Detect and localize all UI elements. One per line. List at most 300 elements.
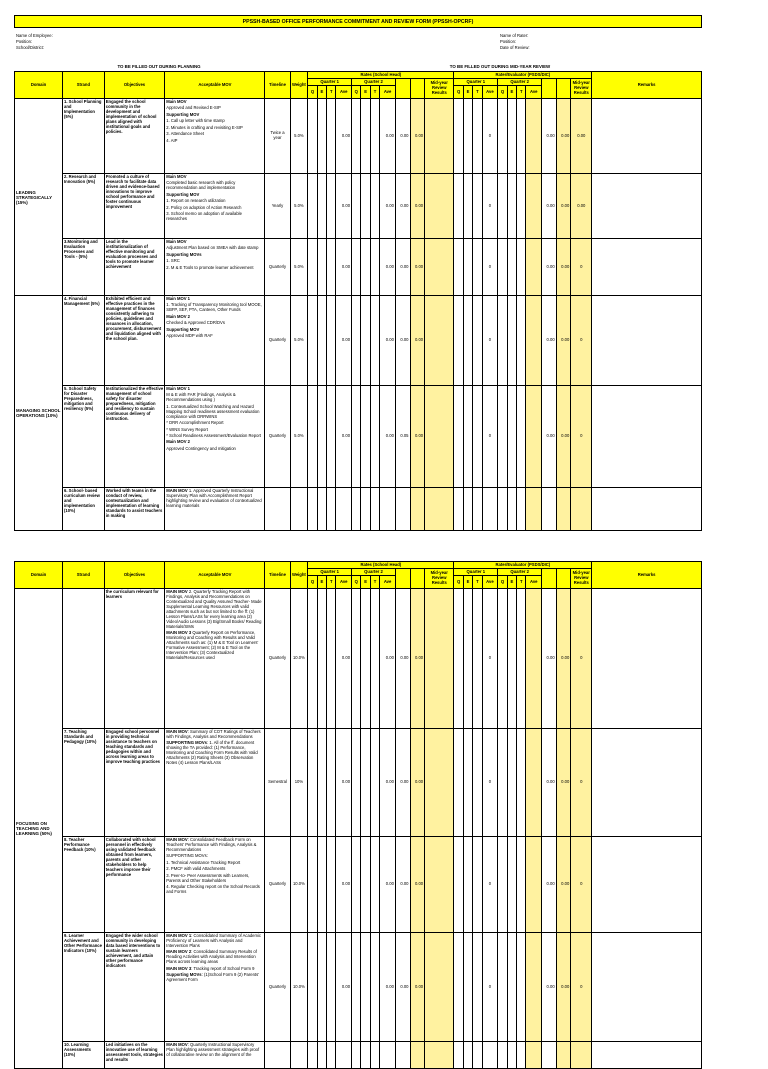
ave-header: Ave <box>336 86 352 99</box>
rating-input-cell <box>361 488 370 531</box>
rater-input-cell <box>473 837 482 933</box>
rater-midyear-results-cell: 0 <box>571 239 592 296</box>
midyear-results-cell <box>425 933 454 1042</box>
midyear-results-cell <box>425 837 454 933</box>
weight-header: Weight <box>290 562 308 589</box>
rater-midyear-results-cell: 0.00 <box>571 99 592 174</box>
rating-input-cell <box>361 174 370 239</box>
quarter-2-average-cell: 0.00 <box>380 174 396 239</box>
rater-quarter-1-average-cell: 0 <box>482 933 498 1042</box>
mov-line-text: 2. Policy on adoption of Action Research <box>166 204 242 210</box>
quarter-1-average-cell: 0.00 <box>336 386 352 488</box>
mov-line-text: 2. Minutes in crafting and revisiting E-SIP <box>166 124 243 130</box>
mov-line-heading: MAIN MOV 1 <box>166 932 192 938</box>
remarks-cell <box>592 174 702 239</box>
mov-line-text: 1. Report on research utilization <box>166 198 226 204</box>
acceptable-mov-cell <box>165 837 265 933</box>
mov-line-text: M & E with FAR (Findings, Analysis & Recommendations using ) <box>166 392 236 403</box>
acceptable-mov-cell <box>165 488 265 531</box>
rater-input-cell <box>463 99 472 174</box>
rater-score-value-cell: 0.00 <box>556 729 571 837</box>
table-row <box>15 488 702 531</box>
mov-line <box>166 139 263 144</box>
t-header: T <box>327 576 336 589</box>
mov-line-heading: Main MOV 2 <box>166 313 191 319</box>
rater-input-cell <box>454 1042 463 1069</box>
spacer-cell <box>395 569 410 589</box>
rating-input-cell <box>317 99 326 174</box>
mov-line <box>166 631 263 661</box>
rater-score-cell: 0.00 <box>542 174 557 239</box>
rater-quarter-1-average-cell <box>482 488 498 531</box>
objective-cell: Engaged school personnel in providing technical assistance to teachers on teaching standards and pedagogies within and across learning areas to improve teaching practices <box>104 729 165 837</box>
mov-line <box>166 434 263 439</box>
rater-midyear-results-cell: 0 <box>571 589 592 729</box>
mov-line-text: Completed basic research with policy recommendation and implementation <box>166 180 236 191</box>
rater-score-value-cell: 0.00 <box>556 239 571 296</box>
mov-line <box>166 106 263 111</box>
rater-input-cell <box>473 386 482 488</box>
mov-line-heading: SUPPORTING MOVs <box>166 740 207 746</box>
acceptable-mov-cell <box>165 1042 265 1069</box>
strand-cell: 3.Monitoring and Evaluation Processes and Tools - (5%) <box>63 239 105 296</box>
midyear-results-cell <box>425 729 454 837</box>
quarter-2-average-cell: 0.00 <box>380 837 396 933</box>
rater-score-value-cell: 0.00 <box>556 933 571 1042</box>
rater-input-cell <box>498 239 507 296</box>
mov-line <box>166 1043 263 1058</box>
midyear-value-cell: 0.00 <box>410 729 425 837</box>
quarter-1-average-cell <box>336 488 352 531</box>
rater-quarter-1-average-cell: 0 <box>482 729 498 837</box>
rater-input-cell <box>454 729 463 837</box>
rater-midyear-results-cell: 0.00 <box>571 174 592 239</box>
timeline-cell: Quarterly <box>265 933 290 1042</box>
quarter-2-header: Quarter 2 <box>352 79 396 86</box>
quarter-2-average-cell: 0.00 <box>380 239 396 296</box>
rating-input-cell <box>317 174 326 239</box>
midyear-results-header: Mid-year Review Results <box>425 79 454 99</box>
midyear-results-header: Mid-year Review Results <box>425 569 454 589</box>
mov-line-text: : Consolidated Summary of Academic Proficiency of Learners with Analysis and Intervention Plans <box>166 932 262 948</box>
rating-input-cell <box>327 488 336 531</box>
employee-info-block <box>16 33 53 52</box>
mov-line <box>166 874 263 884</box>
table-1-header <box>15 72 702 99</box>
midyear-results-cell <box>425 296 454 386</box>
mov-line <box>166 489 263 509</box>
remarks-cell <box>592 488 702 531</box>
q-header: Q <box>352 576 361 589</box>
midyear-value-cell: 0.00 <box>410 239 425 296</box>
rating-input-cell <box>361 99 370 174</box>
ave-header: Ave <box>482 86 498 99</box>
weight-cell: 5.0% <box>290 296 308 386</box>
midyear-value-cell: 0.00 <box>410 933 425 1042</box>
rater-evaluator-header: Rater/Evaluator (PSDS/DIC) <box>454 562 592 569</box>
mov-line-text: * DRR Accomplishment Report <box>166 420 224 426</box>
rater-input-cell <box>517 933 526 1042</box>
quarter-2-average-cell: 0.00 <box>380 296 396 386</box>
objective-cell: Institutionalized the effective management of school safety for disaster preparedness, mitigation and resiliency to sustain continuous delivery of instruction. <box>104 386 165 488</box>
mov-line-heading: MAIN MOV <box>166 836 188 842</box>
rater-score-cell: 0.00 <box>542 933 557 1042</box>
t-header: T <box>473 86 482 99</box>
rating-input-cell <box>361 933 370 1042</box>
mov-line-text: Quarterly Report on Performance, Monitoring and Coaching with Results and Valid Attachments such as: (1) M & E Tool on Learners' Formative Assessment; (2) M & E Tool on the Intervention Plan; (3) Contextualized Materials/Resources used <box>166 630 259 660</box>
mov-line <box>166 266 263 271</box>
rater-quarter-1-average-cell: 0 <box>482 99 498 174</box>
mov-line <box>166 590 263 630</box>
rater-input-cell <box>517 239 526 296</box>
rater-score-cell: 0.00 <box>542 386 557 488</box>
rater-midyear-results-cell: 0 <box>571 933 592 1042</box>
rater-midyear-results-header: Mid-year Review Results <box>571 569 592 589</box>
rating-input-cell <box>361 1042 370 1069</box>
rating-input-cell <box>370 589 379 729</box>
mov-line <box>166 730 263 740</box>
objectives-header: Objectives <box>104 72 165 99</box>
rater-input-cell <box>517 488 526 531</box>
e-header: E <box>361 576 370 589</box>
midyear-results-cell <box>425 386 454 488</box>
quarter-2-average-cell: 0.00 <box>380 589 396 729</box>
strand-cell: 10. Learning Assessments (10%) <box>63 1042 105 1069</box>
quarter-1-average-cell: 0.00 <box>336 729 352 837</box>
mov-line-text: 1. Approved Quarterly Instructional Supervisory Plan with Accomplishment Report highlighting review and evaluation of contextualized learning materials <box>166 487 262 508</box>
rating-input-cell <box>370 386 379 488</box>
rating-input-cell <box>327 729 336 837</box>
mov-line <box>166 328 263 333</box>
quarter-1-average-cell: 0.00 <box>336 239 352 296</box>
remarks-header: Remarks <box>592 562 702 589</box>
mov-line <box>166 861 263 866</box>
table-2-header <box>15 562 702 589</box>
t-header: T <box>473 576 482 589</box>
rating-input-cell <box>317 837 326 933</box>
midyear-results-cell <box>425 174 454 239</box>
rater-score-cell: 0.00 <box>542 239 557 296</box>
weight-cell <box>290 488 308 531</box>
planning-banner: TO BE FILLED OUT DURING PLANNING <box>117 64 201 69</box>
rater-quarter-2-average-cell <box>526 589 542 729</box>
rater-input-cell <box>517 837 526 933</box>
rating-input-cell <box>352 1042 361 1069</box>
rating-input-cell <box>327 386 336 488</box>
quarter-2-header: Quarter 2 <box>352 569 396 576</box>
mov-line <box>166 440 263 445</box>
rating-input-cell <box>361 589 370 729</box>
mov-line <box>166 119 263 124</box>
rating-input-cell <box>352 729 361 837</box>
mov-line <box>166 175 263 180</box>
e-header: E <box>317 86 326 99</box>
mov-line <box>166 838 263 853</box>
mov-line-text: : Consolidated Feedback Form on Teachers' Performance with Findings, Analysis & Recommendations <box>166 836 257 852</box>
acceptable-mov-cell <box>165 296 265 386</box>
rating-input-cell <box>361 386 370 488</box>
rater-quarter-1-average-cell <box>482 1042 498 1069</box>
rater-position-label: Position: <box>500 39 517 45</box>
remarks-cell <box>592 933 702 1042</box>
rater-input-cell <box>463 386 472 488</box>
q-header: Q <box>308 86 317 99</box>
rater-input-cell <box>454 589 463 729</box>
rater-score-value-cell: 0.00 <box>556 386 571 488</box>
timeline-cell: Semestral <box>265 729 290 837</box>
rater-input-cell <box>454 933 463 1042</box>
ave-header: Ave <box>380 86 396 99</box>
mov-line-heading: Supporting MOV <box>166 111 200 117</box>
mov-line-heading: Main MOV <box>166 98 187 104</box>
mov-line-text: 4. Regular Checking report on the School Records and Forms <box>166 884 260 894</box>
table-row <box>15 386 702 488</box>
position-label: Position: <box>16 39 33 45</box>
rating-input-cell <box>308 1042 317 1069</box>
domain-header: Domain <box>15 562 63 589</box>
objective-cell: Promoted a culture of research to facilitate data driven and evidence-based innovations to improve school performance and foster continuous improvement <box>104 174 165 239</box>
rater-quarter-2-average-cell <box>526 296 542 386</box>
score-cell <box>395 1042 410 1069</box>
midyear-results-cell <box>425 239 454 296</box>
rater-input-cell <box>473 239 482 296</box>
score-cell: 0.00 <box>395 837 410 933</box>
quarter-1-average-cell: 0.00 <box>336 99 352 174</box>
q-header: Q <box>308 576 317 589</box>
objective-cell: Worked with teams in the conduct of review, contextualization and implementation of learning standards to assist teachers in making <box>104 488 165 531</box>
rater-input-cell <box>463 729 472 837</box>
rater-input-cell <box>507 837 516 933</box>
mov-line-heading: Supporting MOV <box>166 326 200 332</box>
rater-input-cell <box>454 99 463 174</box>
mov-line <box>166 100 263 105</box>
table-row <box>15 729 702 837</box>
remarks-cell <box>592 589 702 729</box>
rating-input-cell <box>308 239 317 296</box>
timeline-cell <box>265 488 290 531</box>
timeline-cell: Quarterly <box>265 386 290 488</box>
rater-input-cell <box>498 174 507 239</box>
rater-input-cell <box>517 296 526 386</box>
mov-line <box>166 885 263 895</box>
objectives-header: Objectives <box>104 562 165 589</box>
t-header: T <box>327 86 336 99</box>
rater-input-cell <box>454 239 463 296</box>
rater-input-cell <box>463 1042 472 1069</box>
rater-quarter-2-average-cell <box>526 933 542 1042</box>
table-row <box>15 174 702 239</box>
mov-line <box>166 854 263 859</box>
strand-cell: 4. Financial Management (5%) <box>63 296 105 386</box>
midyear-results-cell <box>425 1042 454 1069</box>
rater-input-cell <box>507 296 516 386</box>
rater-input-cell <box>463 837 472 933</box>
mov-line-text: 3. Attendance Sheet <box>166 131 204 137</box>
midyear-banner: TO BE FILLED OUT DURING MID-YEAR REVIEW <box>449 64 551 69</box>
t-header: T <box>517 86 526 99</box>
quarter-1-average-cell: 0.00 <box>336 837 352 933</box>
quarter-2-average-cell: 0.00 <box>380 933 396 1042</box>
opcrf-table-2 <box>14 561 702 1069</box>
rating-input-cell <box>352 296 361 386</box>
mov-line-text: : Quarterly Instructional Supervisory Plan highlighting assessment strategies with proof of collaborative review on the alignment of the <box>166 1041 260 1057</box>
rater-input-cell <box>498 296 507 386</box>
mov-line-text: * WINS Survey Report <box>166 426 208 432</box>
table-row <box>15 933 702 1042</box>
mov-line-text: 2. PMCF with valid Attachments <box>166 866 226 872</box>
rater-input-cell <box>473 174 482 239</box>
mov-line <box>166 405 263 420</box>
rater-input-cell <box>507 239 516 296</box>
mov-line-heading: Main MOV 2 <box>166 439 191 445</box>
rater-quarter-1-average-cell: 0 <box>482 589 498 729</box>
rater-input-cell <box>517 729 526 837</box>
rating-input-cell <box>352 589 361 729</box>
rater-score-value-cell: 0.00 <box>556 589 571 729</box>
remarks-cell <box>592 1042 702 1069</box>
mov-line-heading: MAIN MOV 3 <box>166 965 192 971</box>
rating-input-cell <box>361 296 370 386</box>
rater-input-cell <box>473 729 482 837</box>
mov-line-heading: MAIN MOV <box>166 1041 188 1047</box>
remarks-cell <box>592 296 702 386</box>
rater-input-cell <box>463 296 472 386</box>
mov-line <box>166 867 263 872</box>
mov-line-heading: MAIN MOV 2 <box>166 949 192 955</box>
strand-header: Strand <box>63 72 105 99</box>
rater-input-cell <box>517 174 526 239</box>
rater-input-cell <box>463 239 472 296</box>
table-row <box>15 239 702 296</box>
strand-cell: 5. School Safety for Disaster Preparedness, mitigation and resiliency (5%) <box>63 386 105 488</box>
midyear-value-cell: 0.00 <box>410 837 425 933</box>
objective-cell: Collaborated with school personnel in effectively using validated feedback obtained from learners, parents and other stakeholders to help teachers improve their performance <box>104 837 165 933</box>
e-header: E <box>507 86 516 99</box>
remarks-cell <box>592 99 702 174</box>
rating-input-cell <box>308 729 317 837</box>
t-header: T <box>370 86 379 99</box>
rater-score-value-cell: 0.00 <box>556 837 571 933</box>
rater-input-cell <box>473 99 482 174</box>
remarks-cell <box>592 729 702 837</box>
midyear-results-cell <box>425 488 454 531</box>
t-header: T <box>517 576 526 589</box>
spacer-cell <box>542 79 557 99</box>
score-cell: 0.00 <box>395 296 410 386</box>
q-header: Q <box>454 86 463 99</box>
mov-line <box>166 193 263 198</box>
rating-input-cell <box>370 729 379 837</box>
score-cell: 0.00 <box>395 239 410 296</box>
mov-line <box>166 246 263 251</box>
rating-input-cell <box>327 296 336 386</box>
mov-line-text: 4. AIP <box>166 137 178 143</box>
midyear-results-cell <box>425 99 454 174</box>
rater-quarter-1-average-cell: 0 <box>482 174 498 239</box>
form-title: PPSSH-BASED OFFICE PERFORMANCE COMMITMENT AND REVIEW FORM (PPSSH-OPCRF) <box>14 15 702 28</box>
quarter-1-header: Quarter 1 <box>308 569 352 576</box>
q-header: Q <box>498 576 507 589</box>
q-header: Q <box>498 86 507 99</box>
rating-input-cell <box>327 239 336 296</box>
timeline-cell: Quarterly <box>265 837 290 933</box>
rater-quarter-2-average-cell <box>526 837 542 933</box>
score-cell: 0.05 <box>395 386 410 488</box>
q-header: Q <box>454 576 463 589</box>
weight-header: Weight <box>290 72 308 99</box>
mov-line <box>166 297 263 302</box>
rating-input-cell <box>317 589 326 729</box>
rater-input-cell <box>507 488 516 531</box>
mov-header: Acceptable MOV <box>165 562 265 589</box>
quarter-2-average-cell: 0.00 <box>380 729 396 837</box>
rater-input-cell <box>498 589 507 729</box>
rater-score-cell <box>542 488 557 531</box>
strand-header: Strand <box>63 562 105 589</box>
rater-input-cell <box>498 99 507 174</box>
rater-quarter-2-average-cell <box>526 99 542 174</box>
mov-line <box>166 132 263 137</box>
spacer-cell <box>410 569 425 589</box>
rating-input-cell <box>317 729 326 837</box>
quarter-2-average-cell <box>380 1042 396 1069</box>
rater-input-cell <box>463 933 472 1042</box>
mov-line-heading: Main MOV 1 <box>166 295 191 301</box>
mov-header: Acceptable MOV <box>165 72 265 99</box>
rating-input-cell <box>317 488 326 531</box>
rater-input-cell <box>517 386 526 488</box>
timeline-cell: Yearly <box>265 174 290 239</box>
rater-input-cell <box>517 589 526 729</box>
remarks-cell <box>592 239 702 296</box>
spacer-cell <box>556 79 571 99</box>
quarter-2-average-cell: 0.00 <box>380 99 396 174</box>
rating-input-cell <box>370 837 379 933</box>
strand-cell: 7. Teaching Standards and Pedagogy (10%) <box>63 729 105 837</box>
table-2-body <box>15 589 702 1069</box>
e-header: E <box>463 86 472 99</box>
mov-line-text: 1. SRC <box>166 258 180 264</box>
rater-midyear-results-cell: 0 <box>571 837 592 933</box>
rater-input-cell <box>473 296 482 386</box>
t-header: T <box>370 576 379 589</box>
rater-score-cell: 0.00 <box>542 729 557 837</box>
weight-cell: 5.0% <box>290 239 308 296</box>
table-row <box>15 589 702 729</box>
mov-line <box>166 206 263 211</box>
mov-line-text: 1. Tracking of Transparency Monitoring tool MOOE, SBFP, SEF, PTA, Canteen, Other Funds <box>166 302 262 313</box>
rater-midyear-results-cell: 0 <box>571 386 592 488</box>
mov-line <box>166 967 263 972</box>
rater-quarter-2-average-cell <box>526 488 542 531</box>
rating-input-cell <box>352 933 361 1042</box>
rating-input-cell <box>361 837 370 933</box>
mov-line <box>166 741 263 766</box>
rating-input-cell <box>308 296 317 386</box>
rater-score-cell <box>542 1042 557 1069</box>
rating-input-cell <box>327 837 336 933</box>
rating-input-cell <box>370 174 379 239</box>
strand-cell: 8. Teacher Performance Feedback (10%) <box>63 837 105 933</box>
rating-input-cell <box>352 386 361 488</box>
rater-score-cell: 0.00 <box>542 99 557 174</box>
mov-line <box>166 181 263 191</box>
timeline-header: Timeline <box>265 72 290 99</box>
midyear-value-cell: 0.00 <box>410 386 425 488</box>
rating-input-cell <box>352 837 361 933</box>
spacer-cell <box>542 569 557 589</box>
rater-input-cell <box>507 386 516 488</box>
